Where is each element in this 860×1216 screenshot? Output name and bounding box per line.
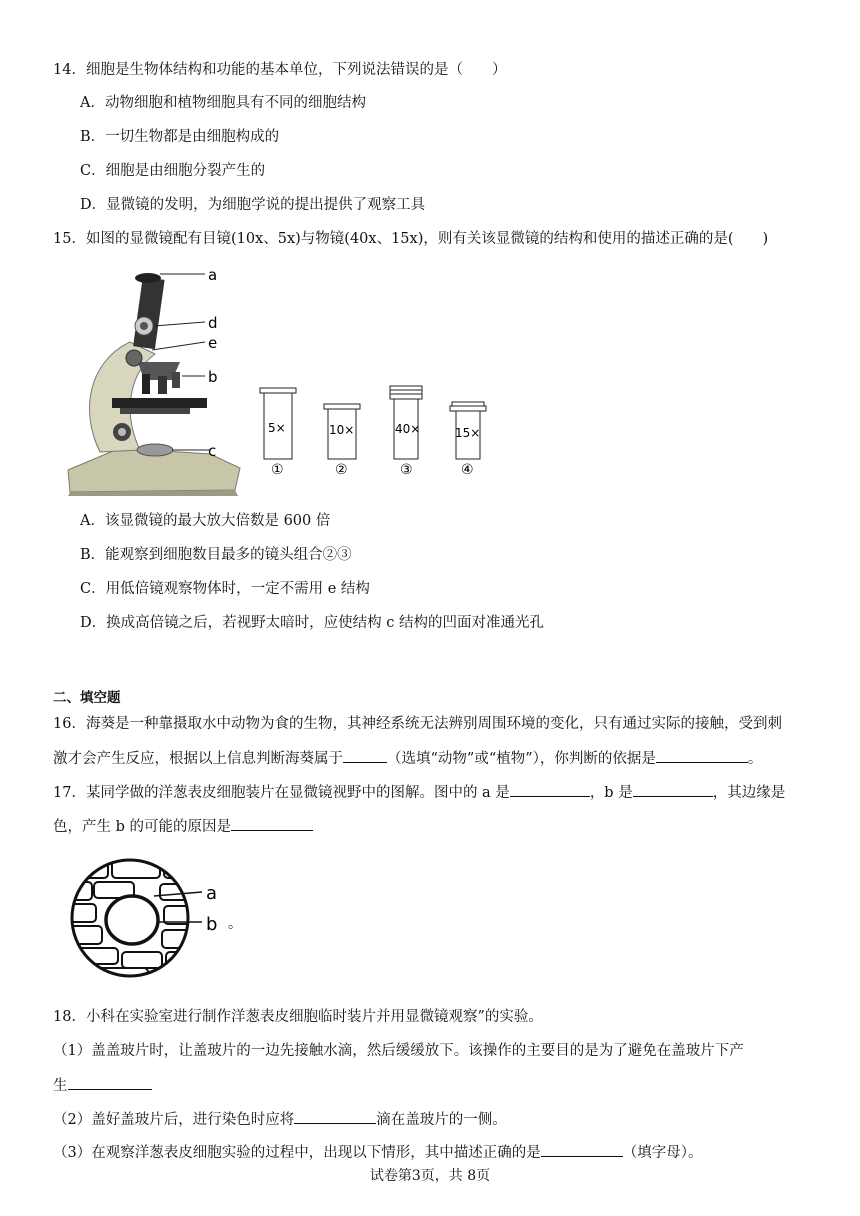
q18-blank-3[interactable] xyxy=(541,1141,623,1157)
q14-option-a: A．动物细胞和植物细胞具有不同的细胞结构 xyxy=(80,95,366,111)
q15-option-c: C．用低倍镜观察物体时，一定不需用 e 结构 xyxy=(80,581,370,597)
q18-part3-text-a: （3）在观察洋葱表皮细胞实验的过程中，出现以下情形，其中描述正确的是 xyxy=(53,1145,541,1161)
microscope-label-b: b xyxy=(208,368,218,386)
q17-text-d: 色，产生 b 的可能的原因是 xyxy=(53,819,231,835)
q14-option-d: D．显微镜的发明，为细胞学说的提出提供了观察工具 xyxy=(80,197,426,213)
q16-text-c: 。 xyxy=(747,751,763,767)
q15-option-a: A．该显微镜的最大放大倍数是 600 倍 xyxy=(80,513,331,529)
q18-part3-text-b: （填字母）。 xyxy=(622,1145,703,1161)
q18-part3 xyxy=(53,1141,702,1163)
onion-cell-figure xyxy=(68,856,248,986)
q15-stem: 15．如图的显微镜配有目镜(10x、5x)与物镜(40x、15x)，则有关该显微镜的结构和使用的描述正确的是( ) xyxy=(53,231,769,247)
lens-2-mag: 10× xyxy=(329,423,355,437)
page-footer: 试卷第3页，共 8页 xyxy=(369,1168,491,1184)
lens-1-mag: 5× xyxy=(268,421,286,435)
lens-2 xyxy=(324,404,360,478)
cell-label-a: a xyxy=(206,883,218,904)
q18-blank-2[interactable] xyxy=(294,1108,376,1124)
q18-part1: （1）盖盖玻片时，让盖玻片的一边先接触水滴，然后缓缓放下。该操作的主要目的是为了避免在盖玻片下产 xyxy=(53,1043,744,1059)
q17-line1 xyxy=(53,781,785,803)
q18-part2 xyxy=(53,1108,507,1130)
q17-blank-1[interactable] xyxy=(510,781,590,797)
microscope-label-a: a xyxy=(208,266,218,284)
q17-blank-3[interactable] xyxy=(231,815,313,831)
section-title: 二、填空题 xyxy=(53,690,121,706)
q14-option-b: B．一切生物都是由细胞构成的 xyxy=(80,129,280,145)
lens-3 xyxy=(390,386,422,478)
q16-text-b: （选填“动物”或“植物”），你判断的依据是 xyxy=(387,751,656,767)
q18-part1-cont xyxy=(53,1074,152,1096)
q17-line2 xyxy=(53,815,313,837)
lens-4-num: ④ xyxy=(461,462,474,478)
q15-option-d: D．换成高倍镜之后，若视野太暗时，应使结构 c 结构的凹面对准通光孔 xyxy=(80,615,544,631)
cell-period: 。 xyxy=(228,916,242,932)
q16-blank-1[interactable] xyxy=(343,747,387,763)
q17-text-b: ，b 是 xyxy=(589,785,633,801)
microscope-figure xyxy=(60,262,510,498)
q16-text-a: 激才会产生反应，根据以上信息判断海葵属于 xyxy=(53,751,343,767)
cell-label-b: b xyxy=(206,914,218,935)
q17-text-a: 17．某同学做的洋葱表皮细胞装片在显微镜视野中的图解。图中的 a 是 xyxy=(53,785,510,801)
lens-3-mag: 40× xyxy=(395,422,421,436)
q18-part2-text-a: （2）盖好盖玻片后，进行染色时应将 xyxy=(53,1112,295,1128)
lens-4-mag: 15× xyxy=(455,426,481,440)
q16-blank-2[interactable] xyxy=(656,747,748,763)
microscope-label-c: c xyxy=(208,442,217,460)
lens-1 xyxy=(260,388,296,478)
q16-line1: 16．海葵是一种靠摄取水中动物为食的生物，其神经系统无法辨别周围环境的变化，只有通过实际的接触，受到刺 xyxy=(53,716,782,732)
q18-blank-1[interactable] xyxy=(68,1074,152,1090)
microscope-label-d: d xyxy=(208,314,218,332)
microscope-label-e: e xyxy=(208,334,218,352)
q17-text-c: ，其边缘是 xyxy=(712,785,786,801)
lens-1-num: ① xyxy=(271,462,284,478)
q18-stem: 18．小科在实验室进行制作洋葱表皮细胞临时装片并用显微镜观察”的实验。 xyxy=(53,1009,543,1025)
q14-stem: 14．细胞是生物体结构和功能的基本单位，下列说法错误的是（ ） xyxy=(53,62,507,78)
lens-2-num: ② xyxy=(335,462,348,478)
lens-4 xyxy=(450,402,486,478)
lens-3-num: ③ xyxy=(400,462,413,478)
q15-option-b: B．能观察到细胞数目最多的镜头组合②③ xyxy=(80,547,352,563)
q17-blank-2[interactable] xyxy=(633,781,713,797)
q18-part1-text: 生 xyxy=(53,1078,68,1094)
q16-line2 xyxy=(53,747,762,769)
q14-option-c: C．细胞是由细胞分裂产生的 xyxy=(80,163,266,179)
q18-part2-text-b: 滴在盖玻片的一侧。 xyxy=(376,1112,507,1128)
